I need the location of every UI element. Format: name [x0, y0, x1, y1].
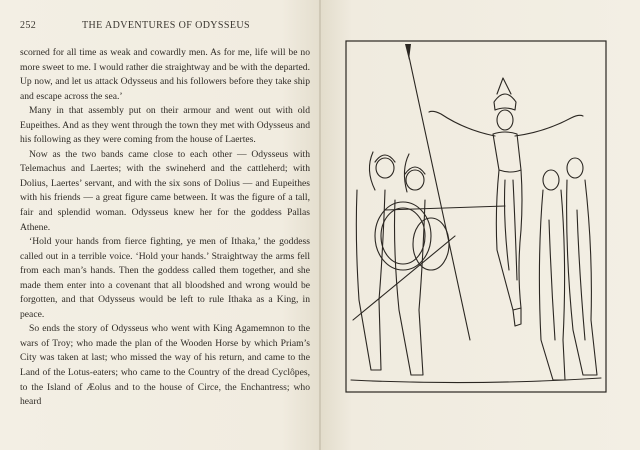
athene-head [497, 110, 513, 130]
warrior-head [376, 158, 394, 178]
athene-left-arm [429, 111, 495, 136]
athene-robe [496, 170, 522, 310]
cloak-fold [549, 220, 555, 340]
running-head [20, 20, 310, 34]
paragraph: ‘Hold your hands from fierce fighting, ye men of Ithaka,’ the goddess called out in a terrible voice. ‘Hold your hands.’ Straightway the arms fell from each man’s hands. Then the goddess called them together, and she made them enter into a covenant that all bloodshed and wrong would be forgotten, and that Odysseus would be left to rule Ithaka as a King, in peace. [20, 236, 310, 320]
shield-rim [381, 208, 425, 264]
paragraph: So ends the story of Odysseus who went with King Agamemnon to the wars of Troy; who made the plan of the Wooden Horse by which Priam’s City was taken at last; who missed the way of his return, and came to the Land of the Lotus-eaters; who came to the Country of the dread Cyclôpes, to the Island of Æolus and to the house of Circe, the Enchantress; who heard [20, 323, 310, 408]
athene-foot [513, 308, 521, 326]
figure-head [567, 158, 583, 178]
warrior-body [356, 190, 385, 370]
ground-line [351, 378, 601, 383]
book-gutter [319, 0, 321, 450]
page-number: 252 [20, 20, 37, 31]
athene-right-arm [515, 115, 583, 136]
figure-cloak [567, 180, 597, 375]
figure-head [543, 170, 559, 190]
body-text [20, 46, 310, 410]
warrior-body [395, 200, 426, 375]
helmet [494, 94, 516, 110]
athene-bodice [493, 132, 521, 172]
cloak-fold [577, 210, 585, 340]
paragraph: Now as the two bands came close to each other — Odysseus with Telemachus and Laertes; with the swineherd and the cattleherd; with Dolius, Laertes’ servant, and with the six sons of Dolius — and Eupeithes with his friends — a great figure came between. It was the figure of a tall, fair and splendid woman. Odysseus knew her for the goddess Pallas Athene. [20, 148, 310, 233]
paragraph: scorned for all time as weak and cowardly men. As for me, life will be no more sweet to me. I would rather die straightway and be with the departed. Up now, and let us attack Odysseus and his followers before they take ship and escape across the sea.’ [20, 47, 310, 102]
warrior-head [406, 170, 424, 190]
spear [353, 236, 455, 320]
warrior-raised-arm [369, 152, 375, 190]
athene-illustration [345, 40, 607, 393]
round-shield [413, 218, 449, 270]
paragraph: Many in that assembly put on their armour and went out with old Eupeithes. And as they went through the town they met with Odysseus and his following as they were coming from the house of Laertes. [20, 105, 310, 146]
illustration-drawing [345, 40, 607, 393]
running-head-title: THE ADVENTURES OF ODYSSEUS [82, 20, 250, 31]
spear [408, 52, 470, 340]
robe-fold [513, 180, 517, 280]
helmet-crest [497, 78, 511, 94]
spear-tip [405, 44, 411, 60]
robe-fold [505, 180, 510, 270]
